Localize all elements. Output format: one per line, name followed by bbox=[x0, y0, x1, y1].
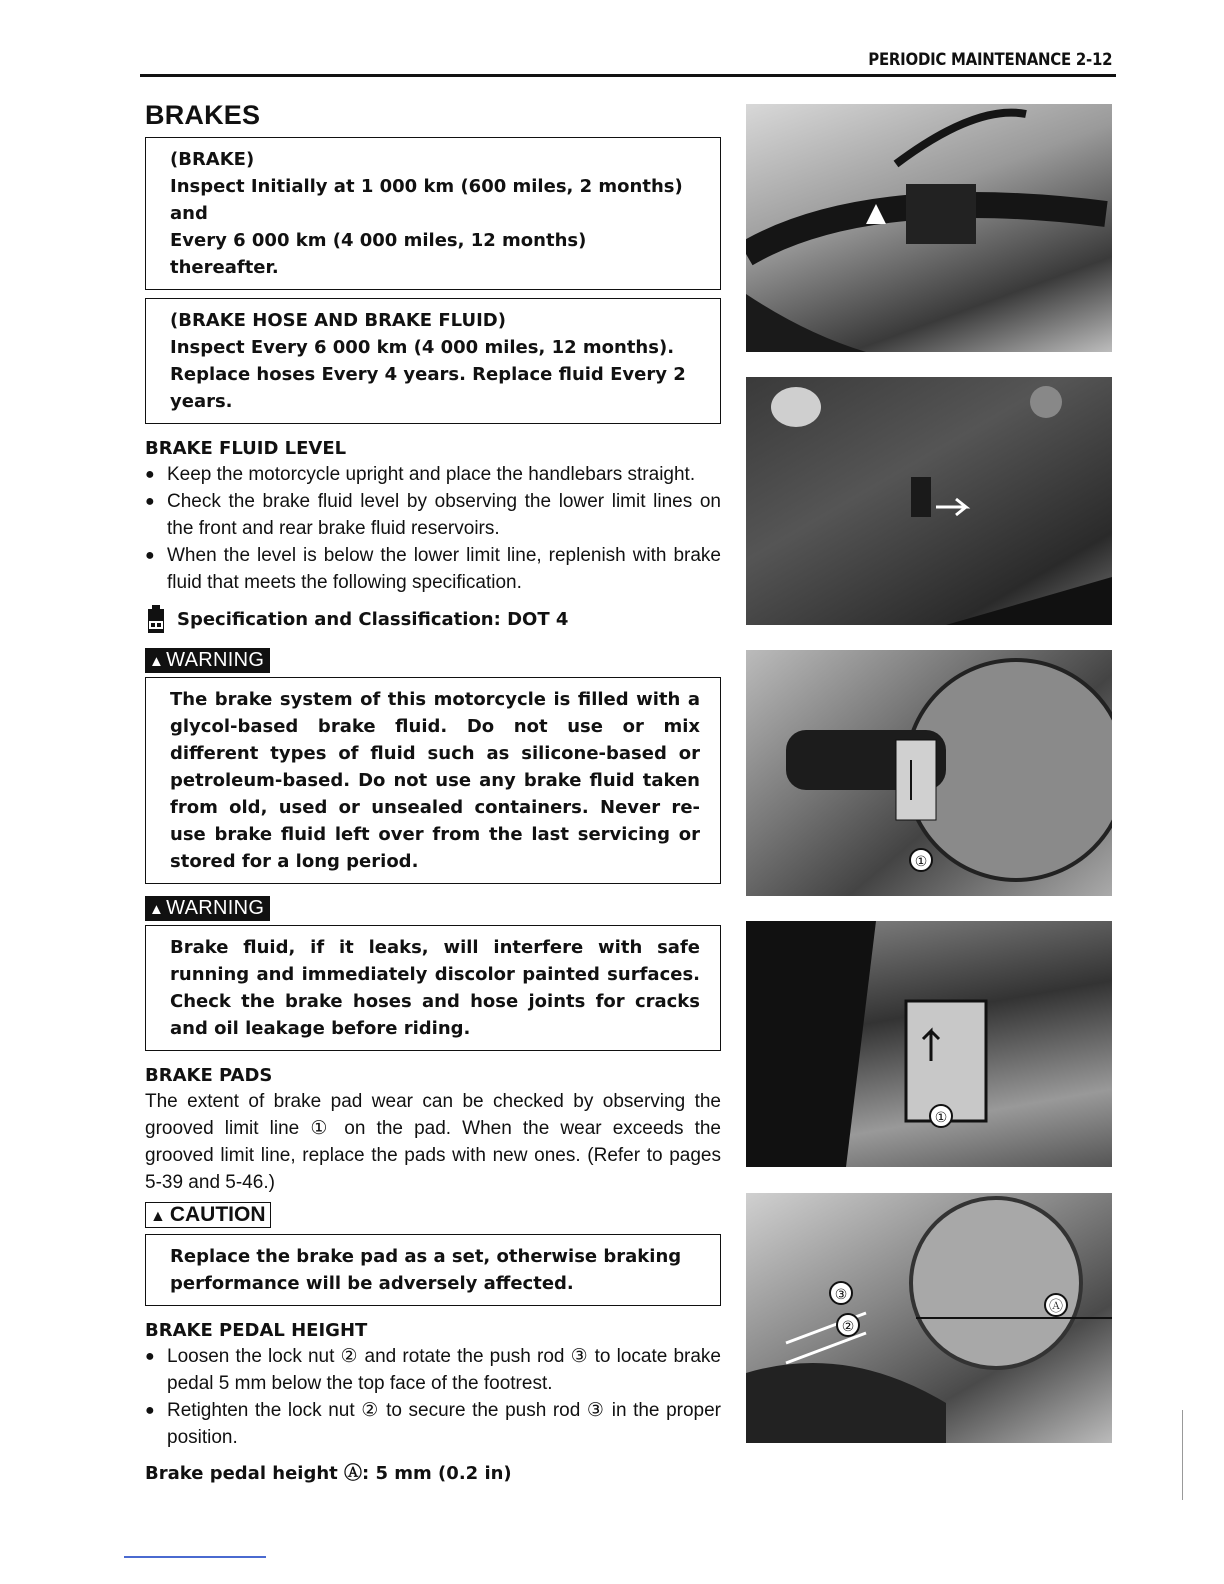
list-item: ● Keep the motorcycle upright and place the handlebars straight. bbox=[145, 464, 696, 485]
fluid-spec bbox=[145, 604, 721, 634]
list-item: ● Loosen the lock nut ② and rotate the push rod ③ to locate brake pedal 5 mm below the top face of the footrest. bbox=[145, 1346, 721, 1394]
photo-front-caliper bbox=[746, 650, 1112, 896]
brake-pads-heading: BRAKE PADS bbox=[145, 1065, 273, 1086]
caution-box bbox=[145, 1234, 721, 1306]
brake-interval-box bbox=[145, 137, 721, 290]
scan-artifact bbox=[124, 1556, 266, 1558]
warning-box bbox=[145, 925, 721, 1051]
warning-box bbox=[145, 677, 721, 884]
caution-label: ▲ CAUTION bbox=[145, 1202, 271, 1228]
warning-icon: ▲ bbox=[149, 901, 165, 918]
callout-label: ① bbox=[914, 853, 928, 869]
brake-box-line: Every 6 000 km (4 000 miles, 12 months) thereafter. bbox=[170, 230, 587, 278]
caution-icon: ▲ bbox=[150, 1208, 166, 1225]
page-header bbox=[140, 48, 1116, 77]
text-column bbox=[145, 100, 721, 1485]
spec-text: Specification and Classification: DOT 4 bbox=[177, 608, 569, 630]
photo-reservoir bbox=[746, 377, 1112, 625]
hose-interval-box bbox=[145, 298, 721, 424]
caution-text: Replace the brake pad as a set, otherwise braking performance will be adversely affected. bbox=[170, 1246, 682, 1294]
fluid-level-list bbox=[145, 461, 721, 596]
hose-box-line: (BRAKE HOSE AND BRAKE FLUID) bbox=[170, 310, 506, 331]
fluid-level-heading: BRAKE FLUID LEVEL bbox=[145, 438, 347, 459]
callout-label: ③ bbox=[834, 1286, 848, 1302]
photo-brake-pedal bbox=[746, 1193, 1112, 1443]
page-title: BRAKES bbox=[145, 100, 261, 130]
warning-label: ▲ WARNING bbox=[145, 648, 270, 673]
brake-box-line: (BRAKE) bbox=[170, 149, 255, 170]
callout-label: ① bbox=[934, 1109, 948, 1125]
list-item: ● Retighten the lock nut ② to secure the push rod ③ in the proper position. bbox=[145, 1400, 721, 1448]
photo-rear-caliper bbox=[746, 921, 1112, 1167]
brake-pads-text: The extent of brake pad wear can be checked by observing the grooved limit line ① on the pad. When the wear exceeds the grooved limit line, replace the pads with new ones. (Refer to pages 5-39 and 5-46.) bbox=[145, 1091, 721, 1193]
callout-label: Ⓐ bbox=[1049, 1298, 1063, 1314]
header-text: PERIODIC MAINTENANCE 2-12 bbox=[867, 50, 1112, 70]
pedal-height-spec: Brake pedal height Ⓐ: 5 mm (0.2 in) bbox=[145, 1463, 512, 1484]
pedal-height-heading: BRAKE PEDAL HEIGHT bbox=[145, 1320, 368, 1341]
warning-icon: ▲ bbox=[149, 653, 165, 670]
brake-fluid-icon bbox=[145, 604, 167, 634]
warning-text: Brake fluid, if it leaks, will interfere with safe running and immediately discolor painted surfaces. Check the brake hoses and hose joints for cracks and oil leakage before riding. bbox=[170, 937, 700, 1039]
hose-box-line: Inspect Every 6 000 km (4 000 miles, 12 months). bbox=[170, 337, 675, 358]
scan-artifact bbox=[1182, 1410, 1183, 1500]
warning-label: ▲ WARNING bbox=[145, 896, 270, 921]
warning-text: The brake system of this motorcycle is filled with a glycol-based brake fluid. Do not use or mix different types of fluid such as silicone-based or petroleum-based. Do not use any brake fluid taken from old, used or unsealed containers. Never re-use brake fluid left over from the last servicing or stored for a long period. bbox=[170, 689, 700, 872]
brake-box-line: Inspect Initially at 1 000 km (600 miles, 2 months) and bbox=[170, 176, 683, 224]
list-item: ● Check the brake fluid level by observing the lower limit lines on the front and rear brake fluid reservoirs. bbox=[145, 491, 721, 539]
callout-label: ② bbox=[841, 1318, 855, 1334]
hose-box-line: Replace hoses Every 4 years. Replace fluid Every 2 years. bbox=[170, 364, 686, 412]
list-item: ● When the level is below the lower limit line, replenish with brake fluid that meets the following specification. bbox=[145, 545, 721, 593]
pedal-height-list bbox=[145, 1343, 721, 1451]
photo-handlebar bbox=[746, 104, 1112, 352]
